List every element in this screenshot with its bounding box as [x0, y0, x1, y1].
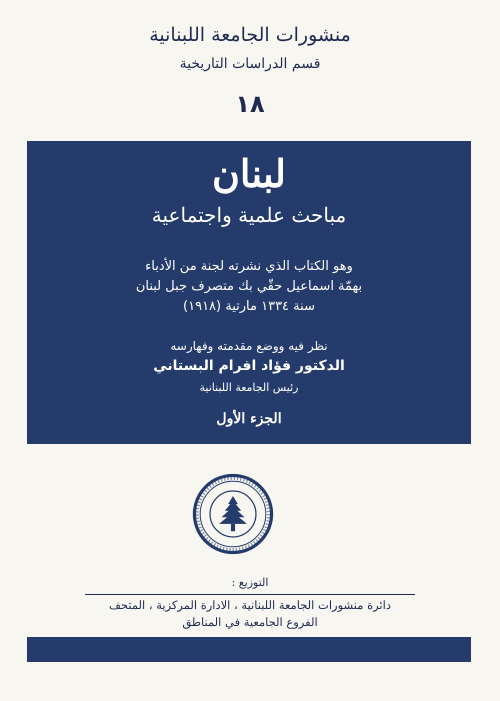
editor-title: رئيس الجامعة اللبنانية — [199, 381, 299, 394]
series-department: قسم الدراسات التاريخية — [179, 56, 321, 72]
description-line: وهو الكتاب الذي نشرته لجنة من الأدباء — [145, 259, 353, 274]
series-title: منشورات الجامعة اللبنانية — [149, 24, 351, 46]
distribution-line: الفروع الجامعية في المناطق — [182, 615, 318, 629]
book-title: لبنان — [212, 151, 286, 196]
book-subtitle: مباحث علمية واجتماعية — [151, 203, 347, 227]
book-description — [27, 257, 471, 317]
description-line: بهمّة اسماعيل حقّي بك متصرف جبل لبنان — [135, 279, 363, 294]
editor-name: الدكتور فؤاد افرام البستاني — [153, 358, 345, 374]
distribution-label: التوزيع : — [231, 576, 269, 589]
distribution-line: دائرة منشورات الجامعة اللبنانية ، الادارة المركزية ، المتحف — [109, 598, 391, 612]
editor-intro: نظر فيه ووضع مقدمته وفهارسه — [170, 339, 328, 353]
volume-number: ١٨ — [235, 90, 265, 118]
title-band — [27, 141, 471, 444]
divider — [85, 594, 415, 595]
cedar-seal-icon — [192, 473, 274, 555]
bottom-band — [27, 637, 471, 662]
description-line: سنة ١٣٣٤ مارتية (١٩١٨) — [183, 299, 315, 314]
volume-part: الجزء الأول — [216, 411, 282, 427]
